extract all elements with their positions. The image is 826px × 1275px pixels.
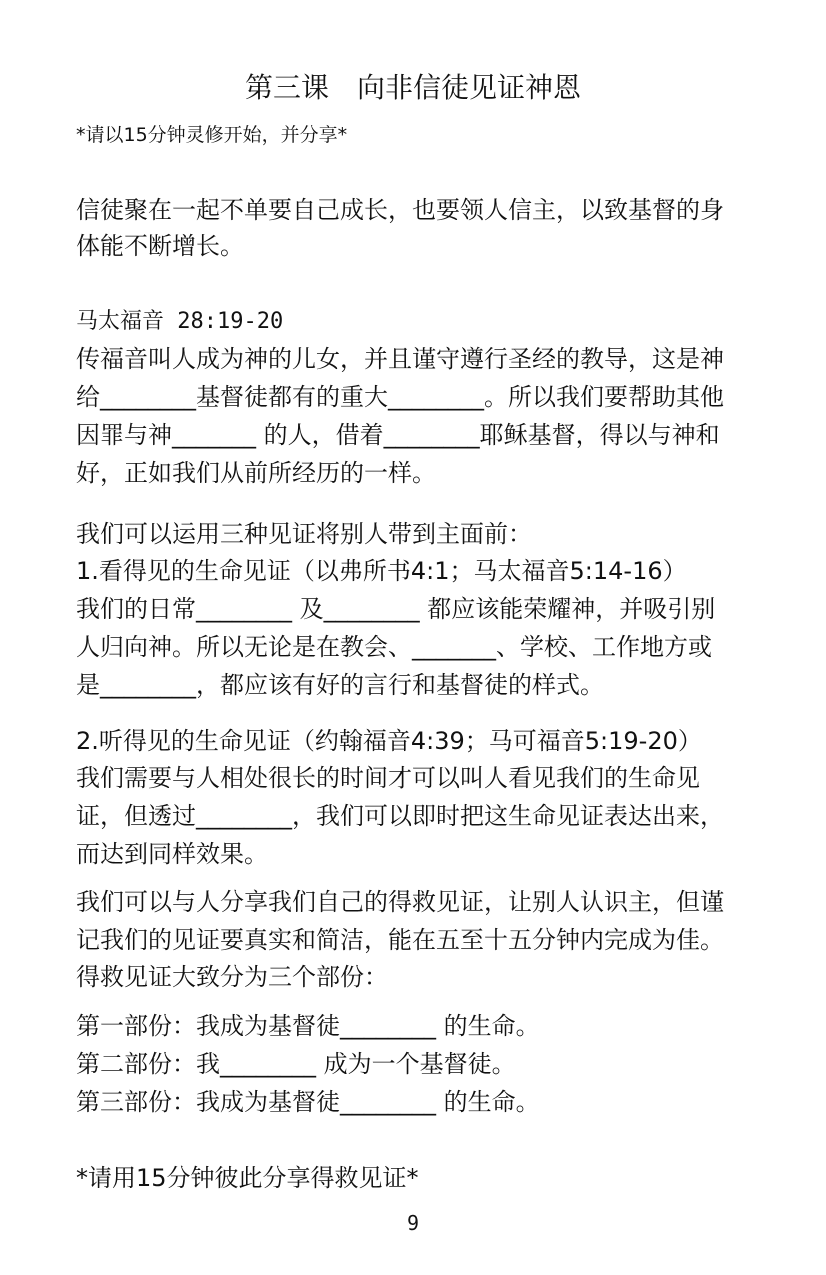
paragraph-4-line: 我们可以与人分享我们自己的得救见证，让别人认识主，但谨 bbox=[76, 888, 724, 916]
item-2-text-line: 我们需要与人相处很长的时间才可以叫人看见我们的生命见 bbox=[76, 764, 700, 792]
closing-note: *请用15分钟彼此分享得救见证* bbox=[76, 1164, 419, 1192]
paragraph-2-line: 因罪与神_______ 的人，借着________耶稣基督，得以与神和 bbox=[76, 421, 720, 449]
testimony-part: 第三部份：我成为基督徒________ 的生命。 bbox=[76, 1088, 540, 1116]
paragraph-4-line: 得救见证大致分为三个部份： bbox=[76, 963, 388, 991]
paragraph-1-line: 体能不断增长。 bbox=[76, 232, 244, 260]
item-2-heading: 2.听得见的生命见证（约翰福音4:39；马可福音5:19-20） bbox=[76, 727, 702, 755]
testimony-part: 第二部份：我________ 成为一个基督徒。 bbox=[76, 1050, 516, 1078]
item-1-text-line: 我们的日常________ 及________ 都应该能荣耀神，并吸引别 bbox=[76, 595, 716, 623]
scripture-reference: 马太福音 28:19-20 bbox=[76, 309, 284, 334]
page-number: 9 bbox=[406, 1211, 420, 1235]
witness-types-intro: 我们可以运用三种见证将别人带到主面前： bbox=[76, 520, 532, 548]
item-2-text-line: 而达到同样效果。 bbox=[76, 840, 268, 868]
paragraph-4-line: 记我们的见证要真实和简洁，能在五至十五分钟内完成为佳。 bbox=[76, 926, 724, 954]
testimony-part: 第一部份：我成为基督徒________ 的生命。 bbox=[76, 1012, 540, 1040]
paragraph-2-line: 好，正如我们从前所经历的一样。 bbox=[76, 459, 436, 487]
intro-note: *请以15分钟灵修开始，并分享* bbox=[76, 124, 348, 146]
item-1-text-line: 人归向神。所以无论是在教会、_______、学校、工作地方或 bbox=[76, 633, 712, 661]
item-2-text-line: 证，但透过________，我们可以即时把这生命见证表达出来， bbox=[76, 802, 724, 830]
paragraph-2-line: 给________基督徒都有的重大________。所以我们要帮助其他 bbox=[76, 383, 724, 411]
paragraph-2-line: 传福音叫人成为神的儿女，并且谨守遵行圣经的教导，这是神 bbox=[76, 345, 724, 373]
page-title: 第三课 向非信徒见证神恩 bbox=[244, 71, 581, 104]
paragraph-1-line: 信徒聚在一起不单要自己成长，也要领人信主，以致基督的身 bbox=[76, 196, 724, 224]
item-1-text-line: 是________，都应该有好的言行和基督徒的样式。 bbox=[76, 671, 604, 699]
item-1-heading: 1.看得见的生命见证（以弗所书4:1；马太福音5:14-16） bbox=[76, 557, 687, 585]
